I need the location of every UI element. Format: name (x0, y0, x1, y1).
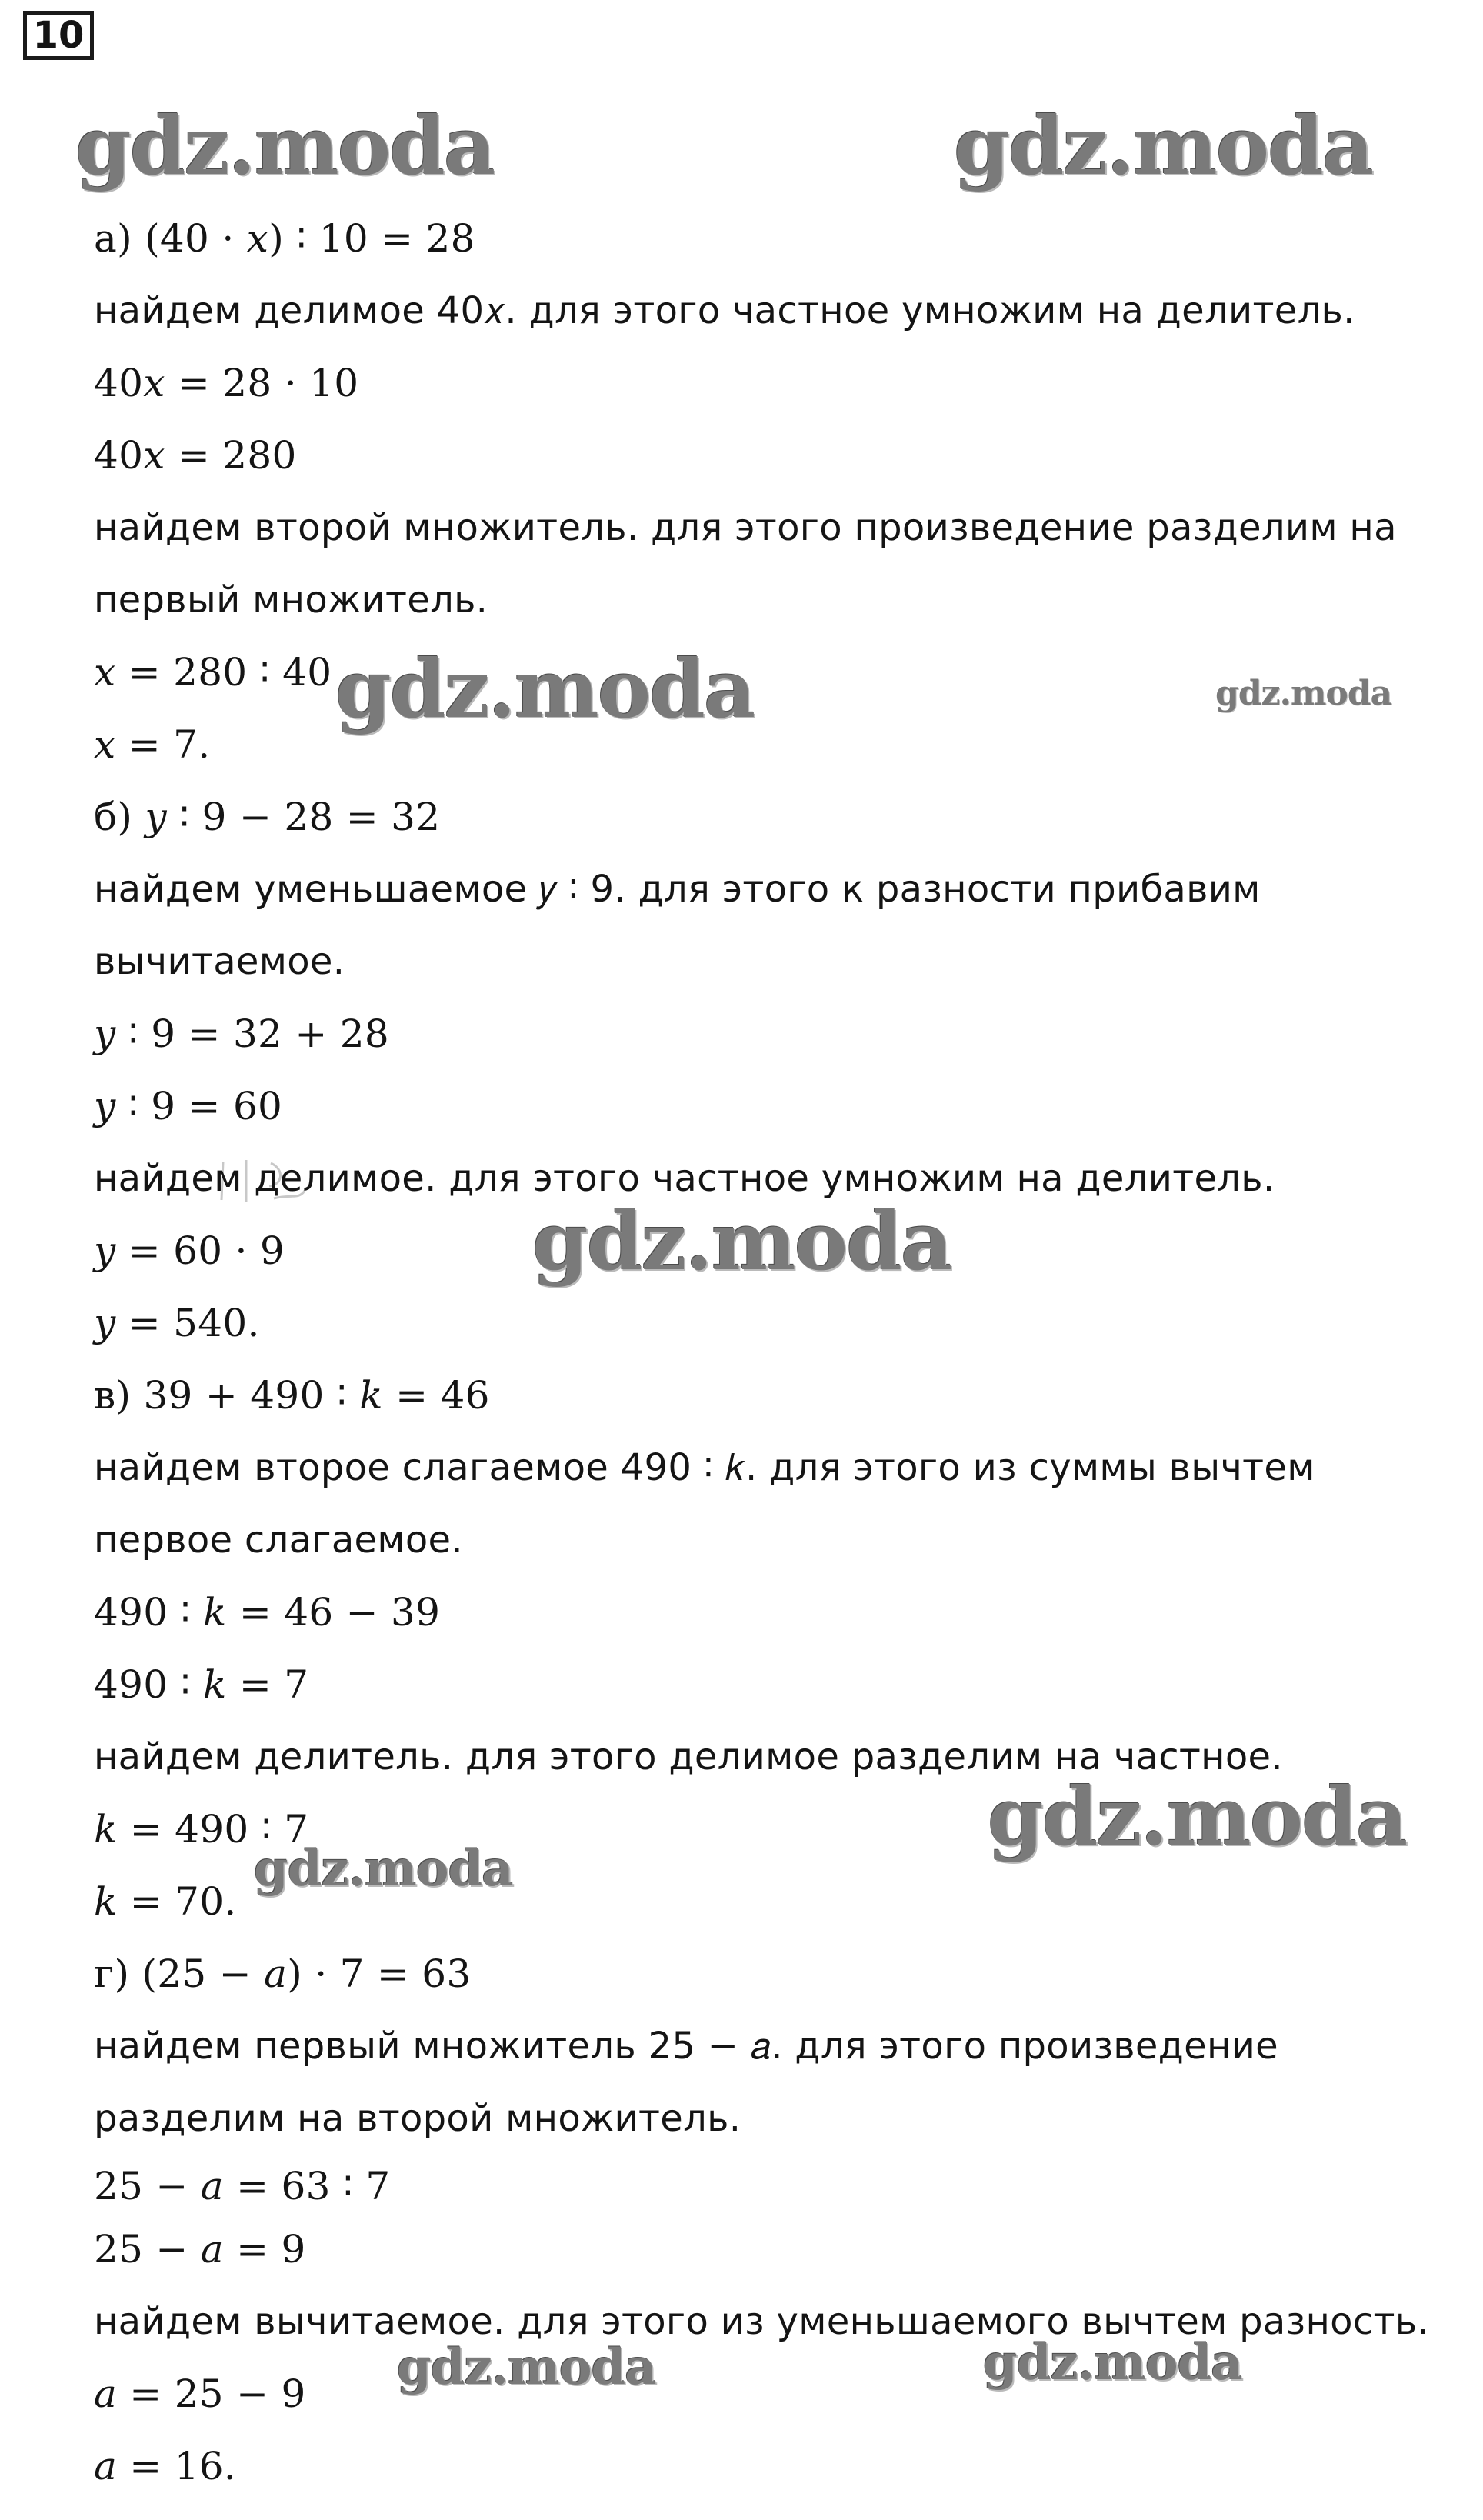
equation-line: г) (25 − 𝑎) · 7 = 63 (94, 1952, 472, 1996)
equation-line: а) (40 · 𝑥) ∶ 10 = 28 (94, 216, 475, 261)
equation-line: 𝑥 = 7. (94, 722, 211, 767)
equation-line: 𝑎 = 25 − 9 (94, 2372, 306, 2416)
equation-line: 40𝑥 = 280 (94, 433, 297, 478)
text-line: вычитаемое. (94, 940, 345, 983)
equation-line: 𝑦 = 540. (94, 1301, 260, 1345)
equation-line: 𝑘 = 70. (94, 1879, 237, 1924)
text-line: найдем делимое. для этого частное умножим на делитель. (94, 1157, 1275, 1200)
text-line: найдем первый множитель 25 − 𝑎. для этого произведение (94, 2025, 1279, 2068)
equation-line: 40𝑥 = 28 · 10 (94, 361, 359, 405)
text-line: найдем второе слагаемое 490 ∶ 𝑘. для этого из суммы вычтем (94, 1446, 1315, 1489)
text-line: найдем второй множитель. для этого произведение разделим на (94, 506, 1397, 549)
watermark: gdz.moda (335, 642, 755, 736)
equation-line: 𝑎 = 16. (94, 2444, 237, 2488)
watermark: gdz.moda (988, 1769, 1407, 1864)
equation-line: 490 ∶ 𝑘 = 7 (94, 1662, 309, 1707)
watermark: gdz.moda (397, 2338, 656, 2396)
text-line: разделим на второй множитель. (94, 2097, 742, 2140)
watermark: gdz.moda (983, 2334, 1242, 2392)
task-number-box: 10 (23, 11, 94, 60)
equation-line: 𝑘 = 490 ∶ 7 (94, 1807, 309, 1852)
equation-line: 𝑦 ∶ 9 = 60 (94, 1084, 283, 1128)
text-line: первый множитель. (94, 578, 488, 622)
watermark: gdz.moda (954, 98, 1373, 193)
equation-line: 𝑦 ∶ 9 = 32 + 28 (94, 1012, 389, 1056)
equation-line: б) 𝑦 ∶ 9 − 28 = 32 (94, 795, 441, 839)
watermark: gdz.moda (254, 1840, 513, 1898)
watermark: gdz.moda (532, 1194, 951, 1288)
text-line: первое слагаемое. (94, 1518, 463, 1562)
text-line: найдем вычитаемое. для этого из уменьшаемого вычтем разность. (94, 2300, 1429, 2343)
equation-line: 𝑥 = 280 ∶ 40 (94, 650, 332, 695)
equation-line: 25 − 𝑎 = 63 ∶ 7 (94, 2164, 391, 2208)
text-line: найдем делитель. для этого делимое разделим на частное. (94, 1735, 1283, 1778)
equation-line: в) 39 + 490 ∶ 𝑘 = 46 (94, 1373, 490, 1418)
watermark: gdz.moda (1215, 674, 1392, 713)
equation-line: 25 − 𝑎 = 9 (94, 2227, 306, 2272)
text-line: найдем делимое 40𝑥. для этого частное умножим на делитель. (94, 289, 1355, 332)
watermark: gdz.moda (75, 98, 495, 193)
equation-line: 𝑦 = 60 · 9 (94, 1228, 285, 1273)
equation-line: 490 ∶ 𝑘 = 46 − 39 (94, 1590, 441, 1635)
text-line: найдем уменьшаемое 𝑦 ∶ 9. для этого к разности прибавим (94, 868, 1261, 911)
